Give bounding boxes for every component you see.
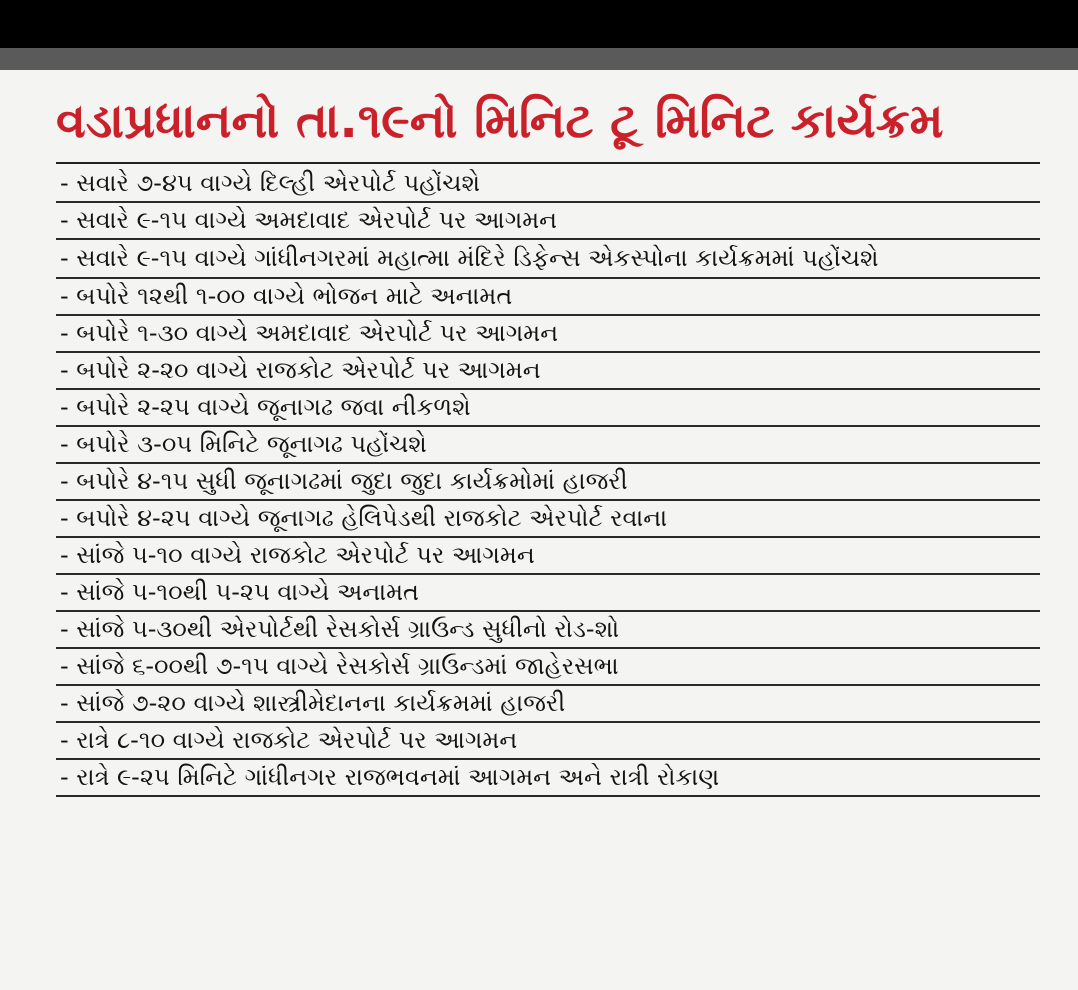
headline-rule bbox=[56, 162, 1040, 164]
headline: વડાપ્રધાનનો તા.૧૯નો મિનિટ ટૂ મિનિટ કાર્યક્રમ bbox=[56, 93, 944, 149]
schedule-item: - બપોરે ૩-૦૫ મિનિટે જૂનાગઢ પહોંચશે bbox=[56, 427, 1040, 464]
schedule-item: - બપોરે ૪-૧૫ સુધી જૂનાગઢમાં જુદા જુદા કાર્યક્રમોમાં હાજરી bbox=[56, 464, 1040, 501]
schedule-item: - બપોરે ૨-૨૦ વાગ્યે રાજકોટ એરપોર્ટ પર આગમન bbox=[56, 353, 1040, 390]
schedule-item: - સવારે ૯-૧૫ વાગ્યે અમદાવાદ એરપોર્ટ પર આગમન bbox=[56, 203, 1040, 240]
schedule-item: - બપોરે ૧-૩૦ વાગ્યે અમદાવાદ એરપોર્ટ પર આગમન bbox=[56, 316, 1040, 353]
schedule-item: - બપોરે ૧૨થી ૧-૦૦ વાગ્યે ભોજન માટે અનામત bbox=[56, 279, 1040, 316]
schedule-item: - સવારે ૭-૪૫ વાગ્યે દિલ્હી એરપોર્ટ પહોંચશે bbox=[56, 166, 1040, 203]
screen-top-bar bbox=[0, 0, 1078, 48]
schedule-item: - બપોરે ૨-૨૫ વાગ્યે જૂનાગઢ જવા નીકળશે bbox=[56, 390, 1040, 427]
clipping-top-shadow bbox=[0, 48, 1078, 70]
newspaper-clipping bbox=[0, 70, 1078, 990]
schedule-item: - રાત્રે ૮-૧૦ વાગ્યે રાજકોટ એરપોર્ટ પર આગમન bbox=[56, 723, 1040, 760]
schedule-item: - સાંજે ૭-૨૦ વાગ્યે શાસ્ત્રીમેદાનના કાર્યક્રમમાં હાજરી bbox=[56, 686, 1040, 723]
schedule-list bbox=[56, 166, 1040, 797]
schedule-item: - સાંજે ૫-૧૦થી ૫-૨૫ વાગ્યે અનામત bbox=[56, 575, 1040, 612]
schedule-item: - સાંજે ૫-૧૦ વાગ્યે રાજકોટ એરપોર્ટ પર આગમન bbox=[56, 538, 1040, 575]
schedule-item: - બપોરે ૪-૨૫ વાગ્યે જૂનાગઢ હેલિપેડથી રાજકોટ એરપોર્ટ રવાના bbox=[56, 501, 1040, 538]
schedule-item: - સવારે ૯-૧૫ વાગ્યે ગાંધીનગરમાં મહાત્મા મંદિરે ડિફેન્સ એકસ્પોના કાર્યક્રમમાં પહોંચશે bbox=[56, 240, 1040, 279]
schedule-item: - રાત્રે ૯-૨૫ મિનિટે ગાંધીનગર રાજભવનમાં આગમન અને રાત્રી રોકાણ bbox=[56, 760, 1040, 797]
schedule-item: - સાંજે ૫-૩૦થી એરપોર્ટથી રેસકોર્સ ગ્રાઉન્ડ સુધીનો રોડ-શો bbox=[56, 612, 1040, 649]
schedule-item: - સાંજે ૬-૦૦થી ૭-૧૫ વાગ્યે રેસકોર્સ ગ્રાઉન્ડમાં જાહેરસભા bbox=[56, 649, 1040, 686]
